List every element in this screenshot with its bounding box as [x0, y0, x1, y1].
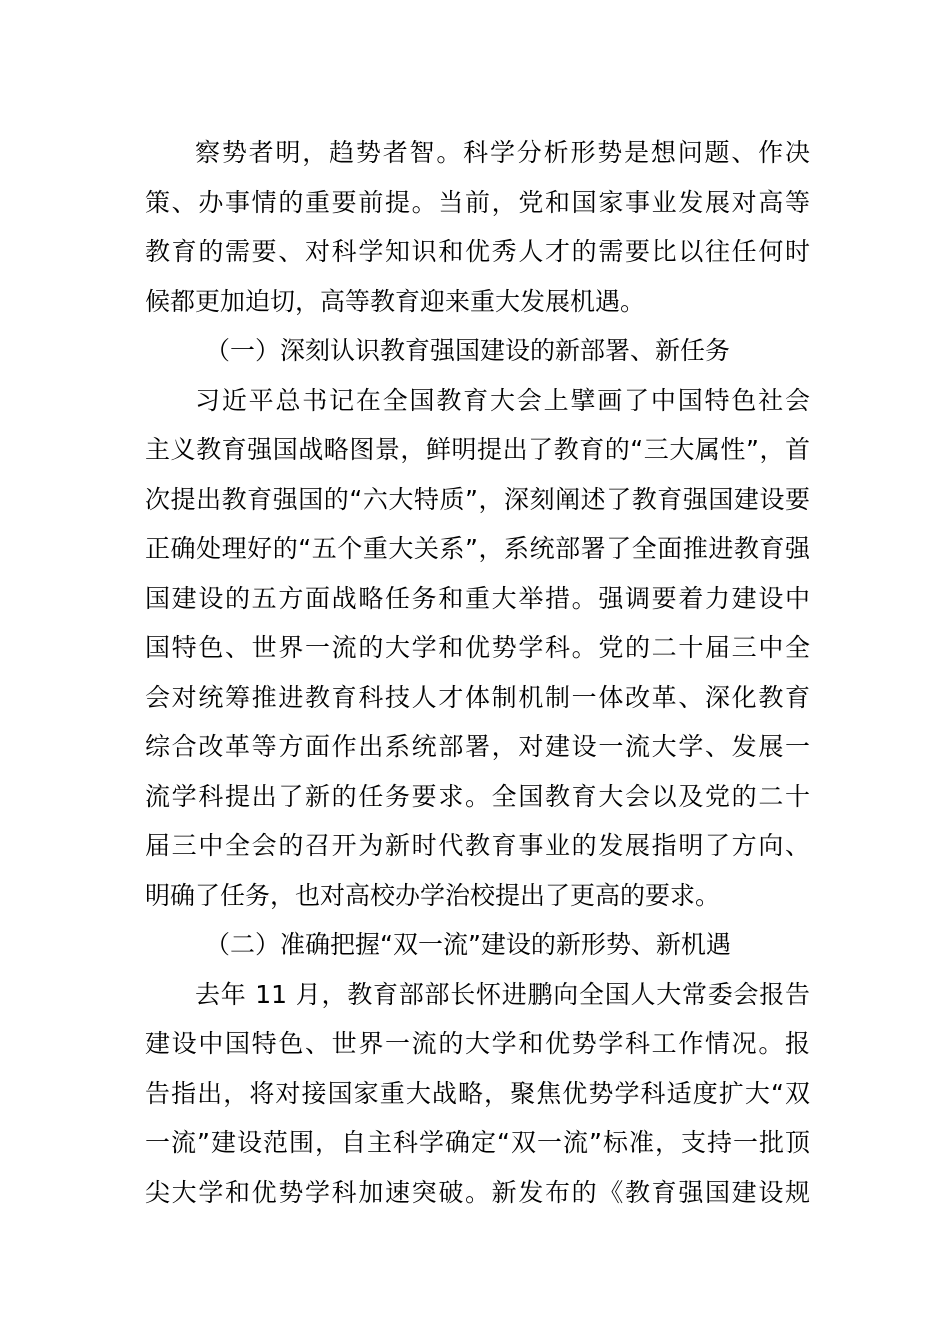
paragraph-line: 候都更加迫切，高等教育迎来重大发展机遇。: [145, 286, 646, 316]
section-heading-1: （一）深刻认识教育强国建设的新部署、新任务: [205, 336, 731, 365]
paragraph-line: 会对统筹推进教育科技人才体制机制一体改革、深化教育: [145, 682, 810, 712]
paragraph-line: 尖大学和优势学科加速突破。新发布的《教育强国建设规: [145, 1177, 810, 1207]
paragraph-line: 正确处理好的“五个重大关系”，系统部署了全面推进教育强: [145, 534, 810, 563]
paragraph-line: 国特色、世界一流的大学和优势学科。党的二十届三中全: [145, 633, 810, 662]
paragraph-line: 去年 11 月，教育部部长怀进鹏向全国人大常委会报告: [195, 979, 810, 1009]
paragraph-1: [145, 128, 810, 326]
paragraph-line: 察势者明，趋势者智。科学分析形势是想问题、作决: [195, 138, 810, 167]
paragraph-line: 国建设的五方面战略任务和重大举措。强调要着力建设中: [145, 583, 810, 613]
paragraph-line: 主义教育强国战略图景，鲜明提出了教育的“三大属性”，首: [145, 435, 810, 464]
paragraph-line: 教育的需要、对科学知识和优秀人才的需要比以往任何时: [145, 237, 810, 266]
paragraph-line: 次提出教育强国的“六大特质”，深刻阐述了教育强国建设要: [145, 484, 810, 514]
paragraph-line: 届三中全会的召开为新时代教育事业的发展指明了方向、: [145, 831, 810, 860]
paragraph-3: [145, 970, 810, 1218]
section-heading-2: （二）准确把握“双一流”建设的新形势、新机遇: [205, 930, 731, 959]
paragraph-line: 综合改革等方面作出系统部署，对建设一流大学、发展一: [145, 732, 810, 761]
paragraph-line: 一流”建设范围，自主科学确定“双一流”标准，支持一批顶: [145, 1128, 810, 1157]
paragraph-line: 明确了任务，也对高校办学治校提出了更高的要求。: [145, 880, 721, 910]
paragraph-line: 建设中国特色、世界一流的大学和优势学科工作情况。报: [145, 1029, 810, 1058]
paragraph-line: 告指出，将对接国家重大战略，聚焦优势学科适度扩大“双: [145, 1078, 810, 1108]
paragraph-line: 策、办事情的重要前提。当前，党和国家事业发展对高等: [145, 187, 810, 217]
paragraph-2: [145, 376, 810, 921]
paragraph-line: 习近平总书记在全国教育大会上擘画了中国特色社会: [195, 385, 810, 415]
document-body: [145, 128, 810, 1217]
paragraph-line: 流学科提出了新的任务要求。全国教育大会以及党的二十: [145, 781, 810, 811]
